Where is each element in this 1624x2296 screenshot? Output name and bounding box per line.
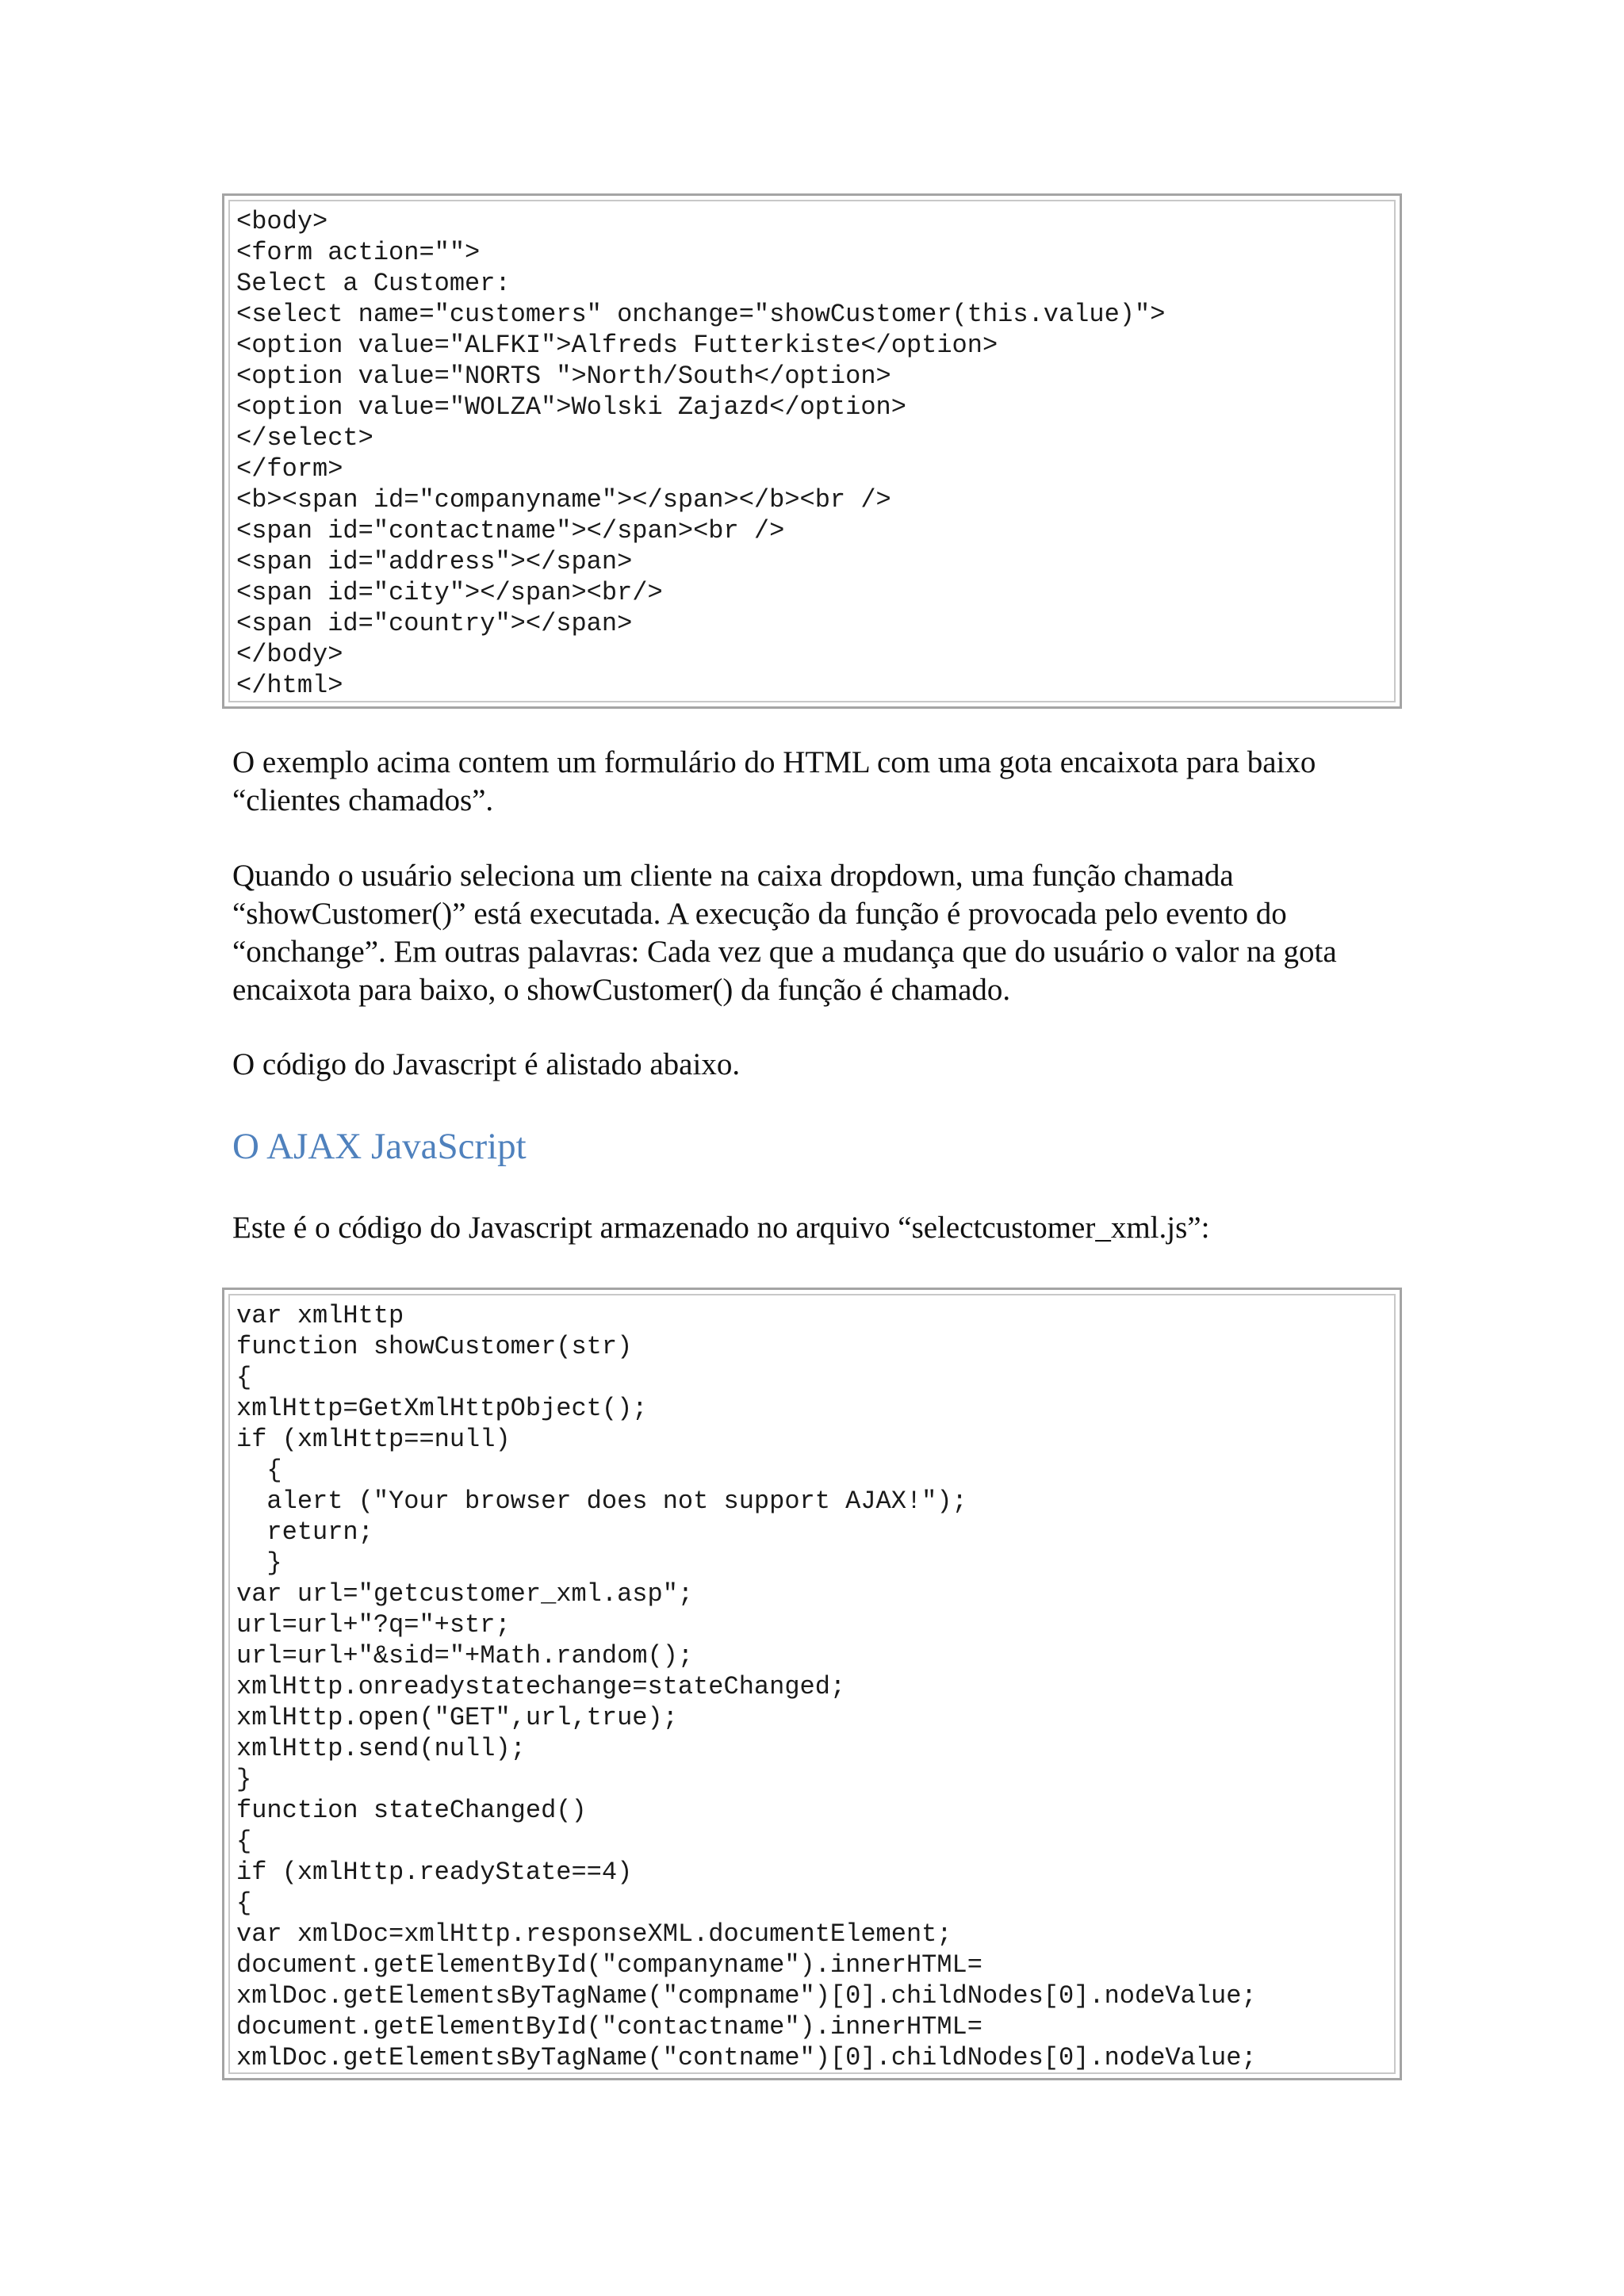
code-line: document.getElementById("contactname").innerHTML= xyxy=(236,2012,982,2042)
html-code-content xyxy=(228,200,1396,702)
javascript-code-block xyxy=(222,1288,1402,2080)
code-line: var xmlHttp xyxy=(236,1301,404,1330)
code-line: Select a Customer: xyxy=(236,269,511,298)
code-line: { xyxy=(236,1363,252,1392)
html-code-block xyxy=(222,193,1402,709)
code-line: url=url+"?q="+str; xyxy=(236,1610,511,1640)
code-line: { xyxy=(236,1888,252,1918)
code-line: </body> xyxy=(236,640,343,669)
code-line: xmlDoc.getElementsByTagName("contname")[0].childNodes[0].nodeValue; xyxy=(236,2043,1257,2072)
code-line: if (xmlHttp==null) xyxy=(236,1425,511,1454)
code-line: <form action=""> xyxy=(236,238,481,267)
code-line: </html> xyxy=(236,671,343,700)
code-line: <select name="customers" onchange="showCustomer(this.value)"> xyxy=(236,300,1166,329)
paragraph-javascript-intro: O código do Javascript é alistado abaixo. xyxy=(232,1047,741,1081)
code-line: url=url+"&sid="+Math.random(); xyxy=(236,1641,694,1670)
code-line: } xyxy=(236,1765,252,1794)
section-heading: O AJAX JavaScript xyxy=(232,1126,527,1167)
code-line: function showCustomer(str) xyxy=(236,1332,633,1361)
code-line: function stateChanged() xyxy=(236,1796,587,1825)
code-line: xmlHttp.open("GET",url,true); xyxy=(236,1703,678,1732)
code-line: xmlHttp.send(null); xyxy=(236,1734,526,1763)
code-line: <span id="city"></span><br/> xyxy=(236,578,663,607)
code-line: </form> xyxy=(236,454,343,484)
code-line: <option value="NORTS ">North/South</option> xyxy=(236,362,891,391)
javascript-code-content xyxy=(228,1294,1396,2074)
paragraph-file-description: Este é o código do Javascript armazenado no arquivo “selectcustomer_xml.js”: xyxy=(232,1211,1210,1245)
code-line: if (xmlHttp.readyState==4) xyxy=(236,1858,633,1887)
code-line: xmlHttp.onreadystatechange=stateChanged; xyxy=(236,1672,846,1701)
code-line: <span id="country"></span> xyxy=(236,609,633,638)
paragraph-onchange-description: Quando o usuário seleciona um cliente na caixa dropdown, uma função chamada “showCustomer()” está executada. A execução da função é provocada pelo evento do “onchange”. Em outras palavras: Cada vez que a mudança que do usuário o valor na gota encaixota para baixo, o showCustomer() da função é chamado. xyxy=(232,859,1337,1007)
code-line: { xyxy=(236,1456,282,1485)
code-line: <b><span id="companyname"></span></b><br /> xyxy=(236,485,891,515)
code-line: <span id="contactname"></span><br /> xyxy=(236,516,785,545)
code-line: </select> xyxy=(236,423,373,453)
code-line: var xmlDoc=xmlHttp.responseXML.documentElement; xyxy=(236,1919,952,1949)
code-line: var url="getcustomer_xml.asp"; xyxy=(236,1579,694,1609)
code-line: return; xyxy=(236,1517,373,1547)
code-line: } xyxy=(236,1548,282,1578)
code-line: <option value="ALFKI">Alfreds Futterkiste</option> xyxy=(236,331,998,360)
code-line: <span id="address"></span> xyxy=(236,547,633,576)
code-line: alert ("Your browser does not support AJAX!"); xyxy=(236,1487,967,1516)
code-line: xmlHttp=GetXmlHttpObject(); xyxy=(236,1394,648,1423)
paragraph-form-description: O exemplo acima contem um formulário do HTML com uma gota encaixota para baixo “clientes chamados”. xyxy=(232,745,1316,817)
code-line: { xyxy=(236,1827,252,1856)
code-line: document.getElementById("companyname").innerHTML= xyxy=(236,1950,982,1980)
code-line: <body> xyxy=(236,207,328,236)
code-line: xmlDoc.getElementsByTagName("compname")[0].childNodes[0].nodeValue; xyxy=(236,1981,1257,2011)
code-line: <option value="WOLZA">Wolski Zajazd</option> xyxy=(236,392,906,422)
